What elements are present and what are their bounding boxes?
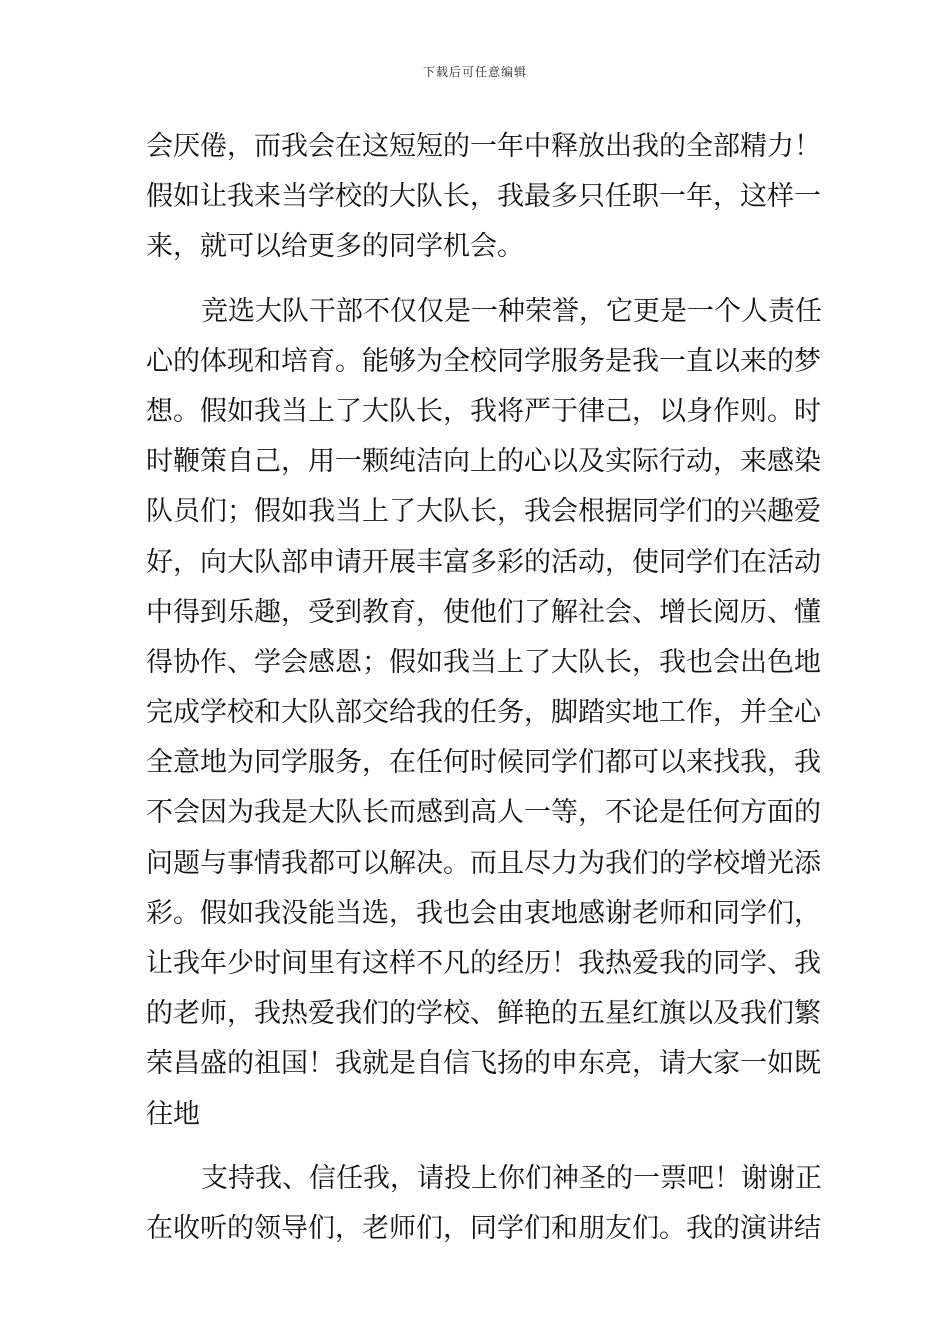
text-line: 往地 [146, 1098, 200, 1130]
paragraph [146, 1154, 822, 1254]
text-line: 得协作、学会感恩；假如我当上了大队长，我也会出色地 [146, 646, 821, 678]
text-line: 荣昌盛的祖国！我就是自信飞扬的申东亮，请大家一如既 [146, 1048, 821, 1080]
page-header: 下载后可任意编辑 [422, 65, 527, 79]
text-line: 支持我、信任我，请投上你们神圣的一票吧！谢谢正 [201, 1162, 822, 1194]
text-line: 好，向大队部申请开展丰富多彩的活动，使同学们在活动 [146, 546, 821, 578]
text-line: 想。假如我当上了大队长，我将严于律己，以身作则。时 [146, 395, 821, 427]
document-body [146, 122, 822, 1254]
text-line: 全意地为同学服务，在任何时候同学们都可以来找我，我 [146, 747, 821, 779]
text-line: 让我年少时间里有这样不凡的经历！我热爱我的同学、我 [146, 948, 821, 979]
text-line: 彩。假如我没能当选，我也会由衷地感谢老师和同学们， [146, 897, 821, 929]
text-line: 中得到乐趣，受到教育，使他们了解社会、增长阅历、懂 [146, 596, 821, 628]
text-line: 不会因为我是大队长而感到高人一等，不论是任何方面的 [146, 797, 821, 829]
text-line: 心的体现和培育。能够为全校同学服务是我一直以来的梦 [146, 345, 821, 377]
text-line: 的老师，我热爱我们的学校、鲜艳的五星红旗以及我们繁 [146, 998, 821, 1030]
text-line: 时鞭策自己，用一颗纯洁向上的心以及实际行动，来感染 [146, 446, 821, 478]
text-line: 竞选大队干部不仅仅是一种荣誉，它更是一个人责任 [201, 295, 822, 327]
text-line: 会厌倦，而我会在这短短的一年中释放出我的全部精力！ [146, 131, 821, 162]
paragraph [146, 122, 821, 273]
text-line: 在收听的领导们，老师们，同学们和朋友们。我的演讲结 [146, 1212, 821, 1244]
text-line: 队员们；假如我当上了大队长，我会根据同学们的兴趣爱 [146, 496, 821, 528]
text-line: 来，就可以给更多的同学机会。 [146, 231, 524, 263]
text-line: 完成学校和大队部交给我的任务，脚踏实地工作，并全心 [146, 697, 821, 729]
text-line: 假如让我来当学校的大队长，我最多只任职一年，这样一 [146, 181, 821, 213]
paragraph [146, 287, 822, 1140]
text-line: 问题与事情我都可以解决。而且尽力为我们的学校增光添 [146, 847, 821, 879]
